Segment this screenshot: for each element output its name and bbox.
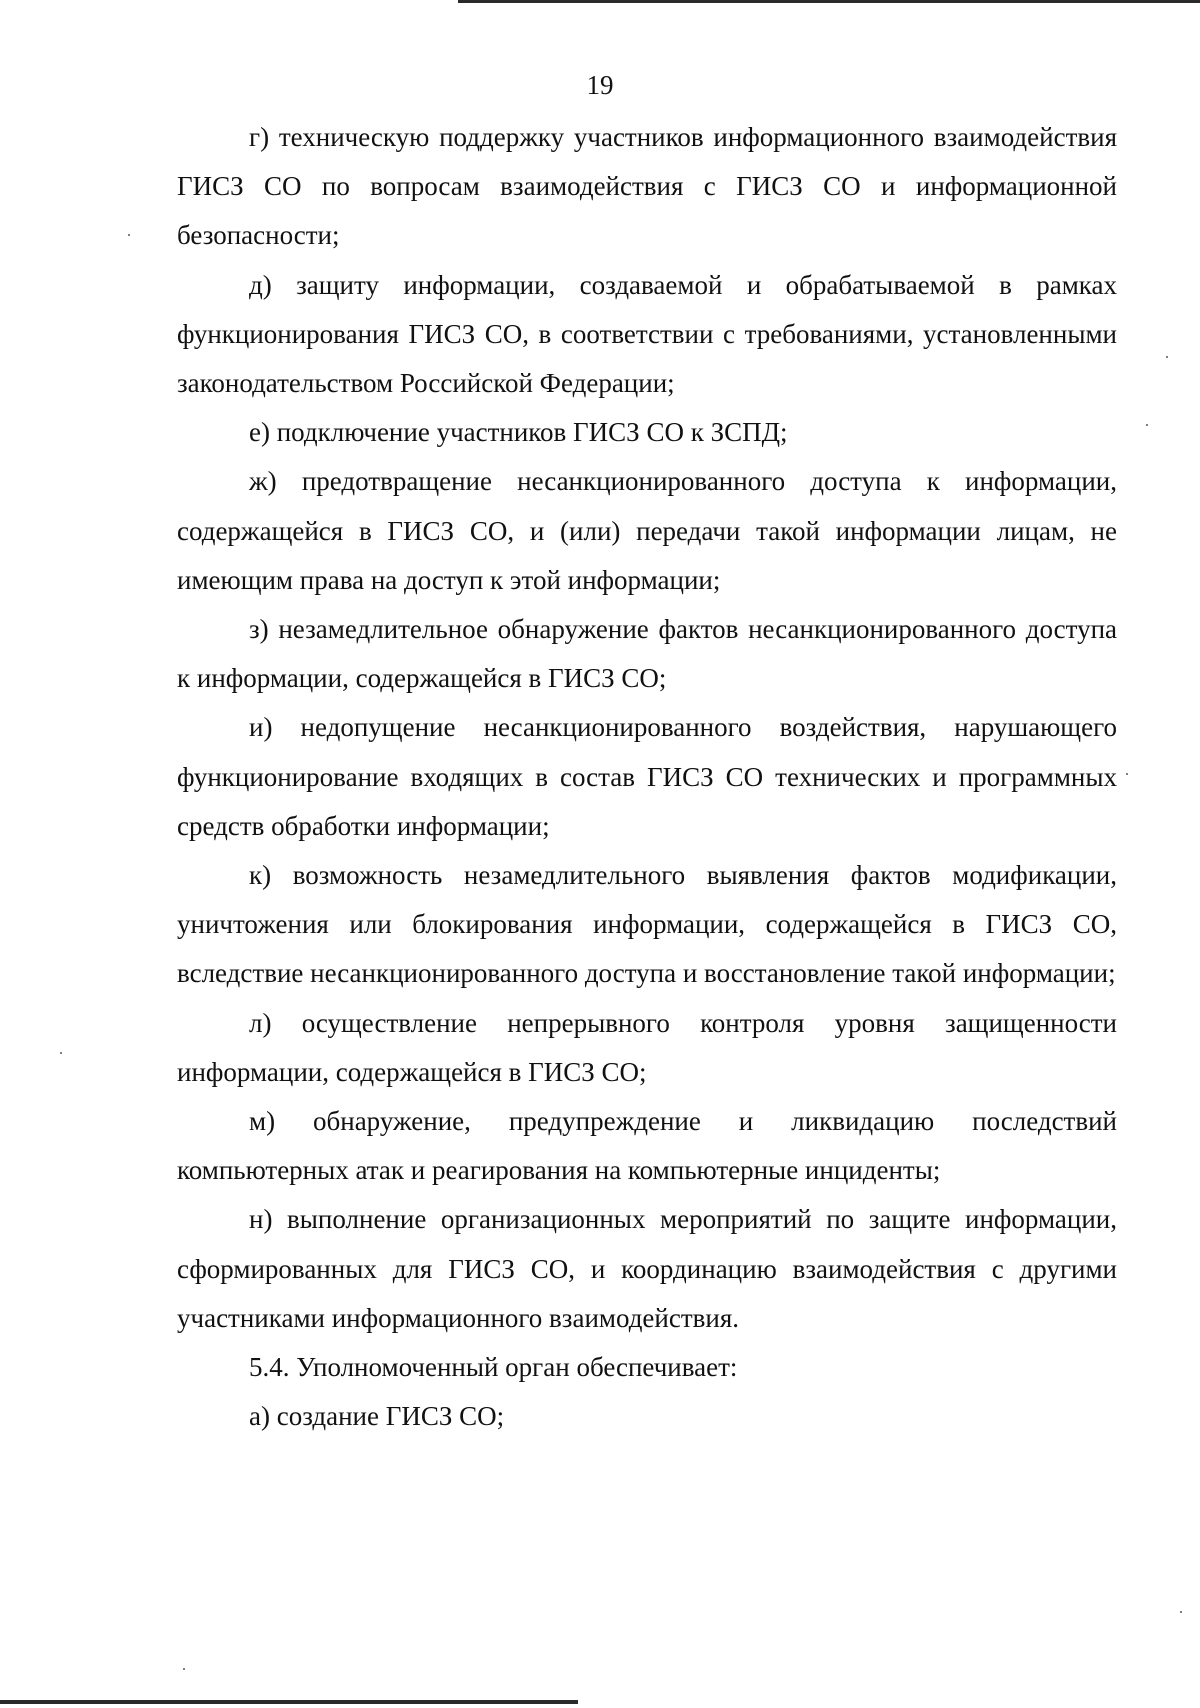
document-body [177, 113, 1117, 1441]
paragraph-d: д) защиту информации, создаваемой и обрабатываемой в рамках функционирования ГИСЗ СО, в соответствии с требованиями, установленными законодательством Российской Федерации; [177, 269, 1117, 399]
scan-edge-bottom [0, 1700, 578, 1704]
paragraph-l: л) осуществление непрерывного контроля уровня защищенности информации, содержащейся в ГИСЗ СО; [177, 1007, 1117, 1087]
scan-edge-top [458, 0, 1200, 3]
paragraph-k: к) возможность незамедлительного выявления фактов модификации, уничтожения или блокирования информации, содержащейся в ГИСЗ СО, вследствие несанкционированного доступа и восстановление такой информации; [177, 860, 1117, 989]
paragraph-z: з) незамедлительное обнаружение фактов несанкционированного доступа к информации, содержащейся в ГИСЗ СО; [177, 614, 1117, 694]
scan-speck [60, 1052, 62, 1054]
scan-speck [128, 234, 130, 236]
scan-speck [1166, 356, 1168, 358]
scan-speck [1146, 424, 1148, 426]
scan-speck [1180, 1611, 1182, 1613]
paragraph-e: е) подключение участников ГИСЗ СО к ЗСПД; [249, 417, 788, 448]
scan-speck [1126, 773, 1128, 775]
paragraph-zh: ж) предотвращение несанкционированного доступа к информации, содержащейся в ГИСЗ СО, и (или) передачи такой информации лицам, не имеющим права на доступ к этой информации; [177, 466, 1117, 595]
page-number: 19 [586, 70, 614, 100]
scan-speck [183, 1668, 185, 1670]
paragraph-a: а) создание ГИСЗ СО; [249, 1401, 505, 1432]
paragraph-section-5-4: 5.4. Уполномоченный орган обеспечивает: [249, 1352, 738, 1383]
paragraph-m: м) обнаружение, предупреждение и ликвидацию последствий компьютерных атак и реагирования на компьютерные инциденты; [177, 1106, 1117, 1186]
paragraph-n: н) выполнение организационных мероприятий по защите информации, сформированных для ГИСЗ СО, и координацию взаимодействия с другими участниками информационного взаимодействия. [177, 1204, 1117, 1333]
paragraph-g: г) техническую поддержку участников информационного взаимодействия ГИСЗ СО по вопросам взаимодействия с ГИСЗ СО и информационной безопасности; [177, 122, 1117, 251]
paragraph-i: и) недопущение несанкционированного воздействия, нарушающего функционирование входящих в состав ГИСЗ СО технических и программных средств обработки информации; [177, 712, 1117, 841]
